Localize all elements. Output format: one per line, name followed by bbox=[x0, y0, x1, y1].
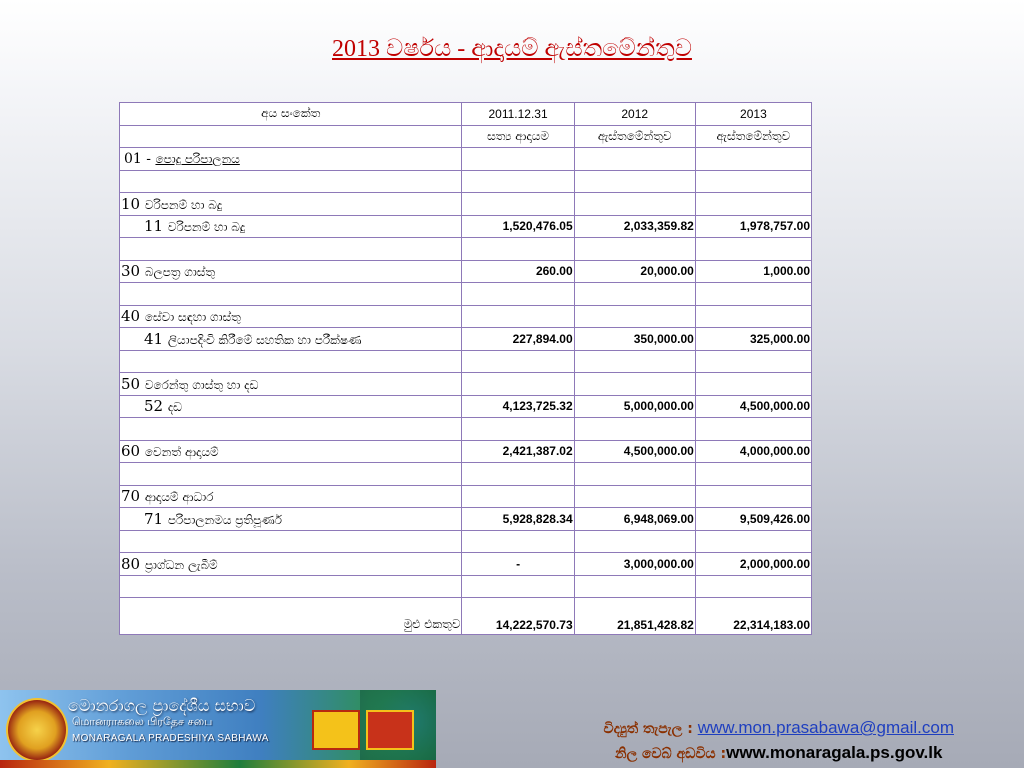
council-name-sinhala: මොනරාගල ප්‍රාදේශීය සභාව bbox=[68, 696, 256, 715]
header-year-2013: 2013 bbox=[695, 103, 811, 126]
table-row bbox=[120, 508, 812, 531]
row-code: 50 bbox=[121, 374, 145, 393]
total-row bbox=[120, 598, 812, 635]
category-30-label bbox=[120, 260, 462, 283]
value-estimate-2013: 2,000,000.00 bbox=[695, 553, 811, 576]
row-code: 70 bbox=[121, 487, 145, 506]
table-row-spacer bbox=[120, 463, 812, 486]
value-estimate-2013: 1,978,757.00 bbox=[695, 215, 811, 238]
table-row-spacer bbox=[120, 238, 812, 261]
value-estimate-2012: 6,948,069.00 bbox=[574, 508, 695, 531]
row-code: 11 bbox=[144, 217, 168, 236]
value-estimate-2012: 3,000,000.00 bbox=[574, 553, 695, 576]
row-label: වරෙන්තු ගාස්තු හා දඩ bbox=[144, 377, 259, 392]
row-code: 71 bbox=[144, 509, 168, 528]
email-link[interactable]: www.mon.prasabawa@gmail.com bbox=[697, 718, 954, 737]
decorative-emblem-box bbox=[312, 710, 360, 750]
table-row bbox=[120, 305, 812, 328]
value-estimate-2012: 5,000,000.00 bbox=[574, 395, 695, 418]
subcategory-11-label bbox=[120, 215, 462, 238]
value-estimate-2012: 4,500,000.00 bbox=[574, 440, 695, 463]
header-year-2011: 2011.12.31 bbox=[462, 103, 574, 126]
total-actual-2011: 14,222,570.73 bbox=[462, 598, 574, 635]
decorative-emblem-box bbox=[366, 710, 414, 750]
table-row-spacer bbox=[120, 575, 812, 598]
row-label: වරිපනම් හා බදු bbox=[167, 220, 246, 235]
subcategory-52-label bbox=[120, 395, 462, 418]
value-estimate-2013: 1,000.00 bbox=[695, 260, 811, 283]
table-row bbox=[120, 485, 812, 508]
table-row-spacer bbox=[120, 418, 812, 441]
total-label: මුළු එකතුව bbox=[120, 598, 462, 635]
value-actual-2011: 1,520,476.05 bbox=[462, 215, 574, 238]
table-row-spacer bbox=[120, 350, 812, 373]
value-actual-2011: 2,421,387.02 bbox=[462, 440, 574, 463]
email-label: විද්‍යුත් තැපැල : bbox=[603, 721, 698, 737]
row-code: 01 - bbox=[124, 150, 156, 167]
value-actual-2011: 5,928,828.34 bbox=[462, 508, 574, 531]
contact-info bbox=[604, 716, 954, 766]
revenue-estimate-table bbox=[119, 102, 812, 635]
row-label: පරිපාලනමය ප්‍රතිපූර්ණ bbox=[167, 512, 282, 527]
empty-cell bbox=[695, 148, 811, 171]
row-code: 40 bbox=[121, 307, 145, 326]
row-code: 52 bbox=[144, 397, 168, 416]
value-estimate-2012: 2,033,359.82 bbox=[574, 215, 695, 238]
table-row bbox=[120, 148, 812, 171]
table-row-spacer bbox=[120, 170, 812, 193]
row-label: දඩ bbox=[167, 400, 183, 415]
category-10-label bbox=[120, 193, 462, 216]
table-row-spacer bbox=[120, 530, 812, 553]
value-estimate-2013: 4,500,000.00 bbox=[695, 395, 811, 418]
council-name-english: MONARAGALA PRADESHIYA SABHAWA bbox=[72, 733, 269, 744]
table-row bbox=[120, 553, 812, 576]
table-row bbox=[120, 260, 812, 283]
value-actual-2011: 227,894.00 bbox=[462, 328, 574, 351]
value-estimate-2013: 325,000.00 bbox=[695, 328, 811, 351]
category-70-label bbox=[120, 485, 462, 508]
council-emblem-logo bbox=[6, 698, 68, 762]
row-label: ආදායම් ආධාර bbox=[144, 490, 214, 505]
row-label: වරිපනම් හා බදු bbox=[144, 197, 223, 212]
website-link[interactable]: www.monaragala.ps.gov.lk bbox=[726, 743, 943, 762]
value-estimate-2013: 4,000,000.00 bbox=[695, 440, 811, 463]
row-code: 10 bbox=[121, 194, 145, 213]
value-actual-2011: 260.00 bbox=[462, 260, 574, 283]
row-label: වෙනත් ආදායම් bbox=[144, 445, 219, 460]
website-line bbox=[604, 741, 954, 766]
table-subheader-row bbox=[120, 125, 812, 148]
subheader-estimate-2013: ඇස්තමේන්තුව bbox=[695, 125, 811, 148]
row-code: 60 bbox=[121, 442, 145, 461]
subcategory-41-label bbox=[120, 328, 462, 351]
row-code: 80 bbox=[121, 554, 145, 573]
empty-cell bbox=[574, 148, 695, 171]
total-estimate-2013: 22,314,183.00 bbox=[695, 598, 811, 635]
subcategory-71-label bbox=[120, 508, 462, 531]
value-estimate-2012: 350,000.00 bbox=[574, 328, 695, 351]
value-estimate-2013: 9,509,426.00 bbox=[695, 508, 811, 531]
category-60-label bbox=[120, 440, 462, 463]
table-row bbox=[120, 440, 812, 463]
flag-stripe bbox=[0, 760, 436, 768]
table-row bbox=[120, 328, 812, 351]
total-estimate-2012: 21,851,428.82 bbox=[574, 598, 695, 635]
table-header-row bbox=[120, 103, 812, 126]
email-line bbox=[604, 716, 954, 741]
row-label: බලපත්‍ර ගාස්තු bbox=[144, 265, 216, 280]
row-label: පොදු පරිපාලනය bbox=[155, 151, 240, 166]
row-code: 30 bbox=[121, 262, 145, 281]
row-code: 41 bbox=[144, 329, 168, 348]
row-label: ලියාපදිංචි කිරීමේ සහතික හා පරීක්ෂණ bbox=[167, 332, 362, 347]
row-label: සේවා සඳහා ගාස්තු bbox=[144, 310, 241, 325]
council-name-tamil: மொனராகலை பிரதேச சபை bbox=[72, 715, 213, 728]
group-01-label bbox=[120, 148, 462, 171]
value-actual-2011: - bbox=[462, 553, 574, 576]
header-year-2012: 2012 bbox=[574, 103, 695, 126]
subheader-estimate-2012: ඇස්තමේන්තුව bbox=[574, 125, 695, 148]
subheader-actual-revenue: සත්‍ය ආදායම bbox=[462, 125, 574, 148]
table-row bbox=[120, 215, 812, 238]
website-label: නිල වෙබ් අඩවිය : bbox=[615, 746, 727, 762]
category-40-label bbox=[120, 305, 462, 328]
empty-cell bbox=[462, 148, 574, 171]
empty-cell bbox=[120, 125, 462, 148]
value-actual-2011: 4,123,725.32 bbox=[462, 395, 574, 418]
table-row bbox=[120, 395, 812, 418]
table-row bbox=[120, 373, 812, 396]
page-title-text: 2013 වර්ෂය - ආදායම් ඇස්තමේන්තුව bbox=[332, 36, 692, 62]
row-label: ප්‍රාග්ධන ලැබීම් bbox=[144, 557, 218, 572]
header-code-label: අය සංකේත bbox=[120, 103, 462, 126]
page-title bbox=[0, 36, 1024, 63]
table-row-spacer bbox=[120, 283, 812, 306]
category-80-label bbox=[120, 553, 462, 576]
value-estimate-2012: 20,000.00 bbox=[574, 260, 695, 283]
council-banner bbox=[0, 690, 436, 768]
category-50-label bbox=[120, 373, 462, 396]
table-row bbox=[120, 193, 812, 216]
